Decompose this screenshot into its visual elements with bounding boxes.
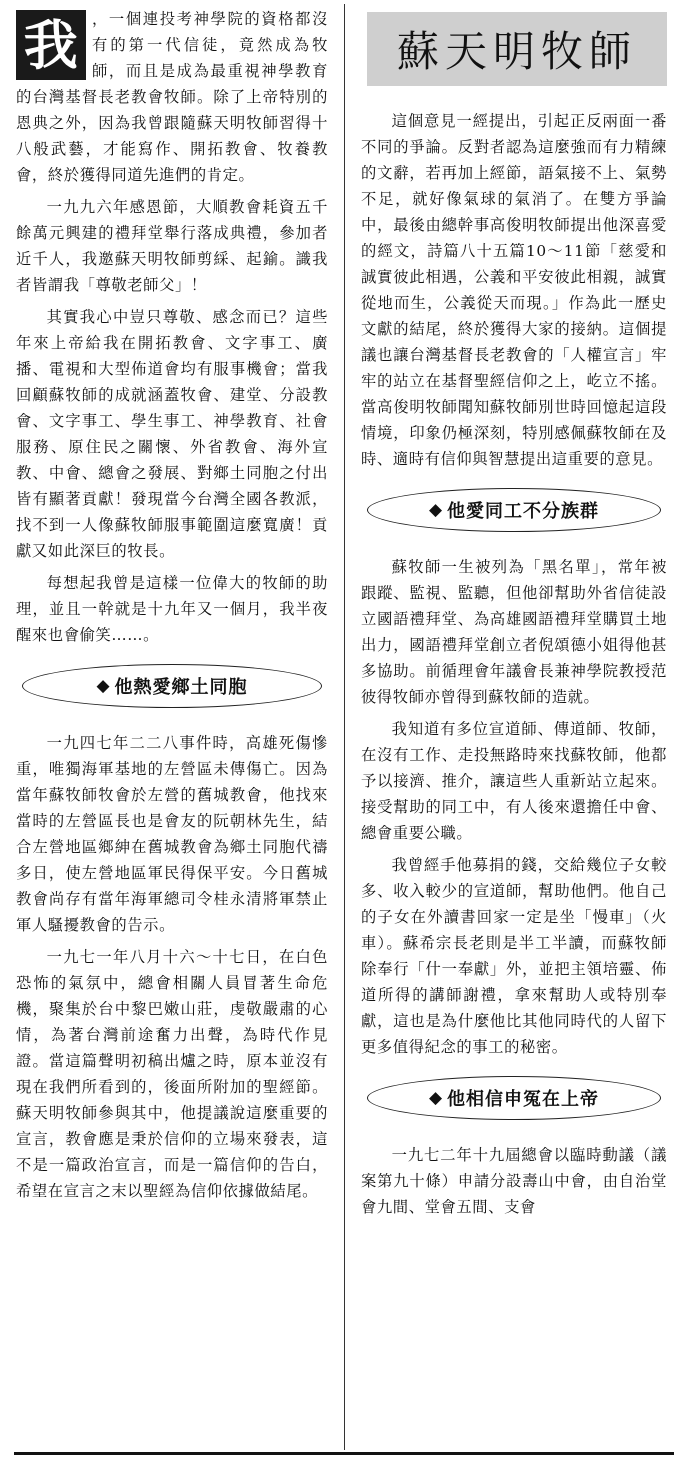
paragraph-opening-ceremony: 一九九六年感恩節，大順教會耗資五千餘萬元興建的禮拜堂舉行落成典禮，參加者近千人，我邀蘇天明牧師剪綵、起鍮。識我者皆謂我「尊敬老師父」！ [16, 198, 328, 294]
opening-text: ，一個連投考神學院的資格都沒有的第一代信徒，竟然成為牧師，而且是成為最重視神學教育的台灣基督長老教會牧師。除了上帝特別的恩典之外，因為我曾跟隨蘇天明牧師習得十八般武藝，才能寫作、開拓教會、牧養教會，終於獲得同道先進們的肯定。 [16, 10, 328, 184]
diamond-icon: ◆ [428, 1088, 444, 1108]
article-title: 蘇天明牧師 [396, 27, 637, 76]
left-column [16, 6, 328, 1204]
section-heading-coworkers [367, 488, 661, 532]
paragraph-human-rights-declaration: 一九七一年八月十六～十七日，在白色恐怖的氣氛中，總會相關人員冒著生命危機，聚集於台中黎巴嫩山莊，虔敬嚴肅的心情，為著台灣前途奮力出聲，為時代作見證。當這篇聲明初稿出爐之時，原本並沒有現在我們所看到的，後面所附加的聖經節。蘇天明牧師參與其中，他提議說這麼重要的宣言，教會應是秉於信仰的立場來發表，這不是一篇政治宣言，而是一篇信仰的告白，希望在宣言之末以聖經為信仰依據做結尾。 [16, 948, 328, 1200]
section-heading-homeland [22, 664, 322, 708]
paragraph-assistant: 每想起我曾是這樣一位偉大的牧師的助理，並且一幹就是十九年又一個月，我半夜醒來也會偷笑……。 [16, 574, 328, 644]
section-heading-text: 他愛同工不分族群 [447, 501, 600, 522]
paragraph-blacklist: 蘇牧師一生被列為「黑名單」，常年被跟蹤、監視、監聽，但他卻幫助外省信徒設立國語禮拜堂、為高雄國語禮拜堂購買土地出力，國語禮拜堂創立者倪頌德小姐得他甚多協助。前循理會年議會長兼神學院教授范彼得牧師亦曾得到蘇牧師的造就。 [361, 558, 667, 706]
paragraph-donations: 我曾經手他募捐的錢，交給幾位子女較多、收入較少的宣道師，幫助他們。他自己的子女在外讀書回家一定是坐「慢車」（火車）。蘇希宗長老則是半工半讀，而蘇牧師除奉行「什一奉獻」外，並把主領培靈、佈道所得的講師謝禮，拿來幫助人或特別奉獻，這也是為什麼他比其他同時代的人留下更多值得紀念的事工的秘密。 [361, 856, 667, 1056]
column-divider [344, 4, 345, 1450]
paragraph-228-incident: 一九四七年二二八事件時，高雄死傷慘重，唯獨海軍基地的左營區未傳傷亡。因為當年蘇牧師牧會於左營的舊城教會，他找來當時的左營區長也是會友的阮朝林先生，結合左營地區鄉紳在舊城教會為鄉土同胞代禱多日，使左營地區軍民得保平安。今日舊城教會尚存有當年海軍總司令桂永清將軍禁止軍人騷擾教會的告示。 [16, 734, 328, 934]
drop-cap: 我 [16, 10, 86, 80]
paragraph-helping-ministers: 我知道有多位宣道師、傳道師、牧師，在沒有工作、走投無路時來找蘇牧師，他都予以接濟、推介，讓這些人重新站立起來。接受幫助的同工中，有人後來還擔任中會、總會重要公職。 [361, 720, 667, 842]
diamond-icon: ◆ [96, 676, 111, 696]
paragraph-contributions: 其實我心中豈只尊敬、感念而已？這些年來上帝給我在開拓教會、文字事工、廣播、電視和大型佈道會均有服事機會；當我回顧蘇牧師的成就涵蓋牧會、建堂、分設教會、文字事工、學生事工、神學教育、社會服務、原住民之關懷、外省教會、海外宣教、中會、總會之發展、對鄉土同胞之付出皆有顯著貢獻！發現當今台灣全國各教派，找不到一人像蘇牧師服事範圍這麼寬廣！貢獻又如此深巨的牧長。 [16, 308, 328, 560]
opening-paragraph [16, 6, 328, 188]
right-column [361, 8, 667, 1220]
paragraph-debate: 這個意見一經提出，引起正反兩面一番不同的爭論。反對者認為這麼強而有力精練的文辭，若再加上經節，語氣接不上、氣勢不足，就好像氣球的氣消了。在雙方爭論中，最後由總幹事高俊明牧師提出他深喜愛的經文，詩篇八十五篇10～11節「慈愛和誠實彼此相遇，公義和平安彼此相親，誠實從地而生，公義從天而現。」作為此一歷史文獻的結尾，終於獲得大家的接納。這個提議也讓台灣基督長老教會的「人權宣言」牢牢的站立在基督聖經信仰之上，屹立不搖。當高俊明牧師聞知蘇牧師別世時回憶起這段情境，印象仍極深刻，特別感佩蘇牧師在及時、適時有信仰與智慧提出這重要的意見。 [361, 112, 667, 468]
section-heading-text: 他熱愛鄉土同胞 [114, 677, 248, 698]
bottom-rule [14, 1452, 674, 1455]
section-heading-justice [367, 1076, 661, 1120]
diamond-icon: ◆ [428, 500, 444, 520]
section-heading-text: 他相信申冤在上帝 [447, 1089, 600, 1110]
title-box [367, 12, 667, 86]
paragraph-presbytery: 一九七二年十九屆總會以臨時動議（議案第九十條）申請分設壽山中會，由自治堂會九間、堂會五間、支會 [361, 1146, 667, 1216]
